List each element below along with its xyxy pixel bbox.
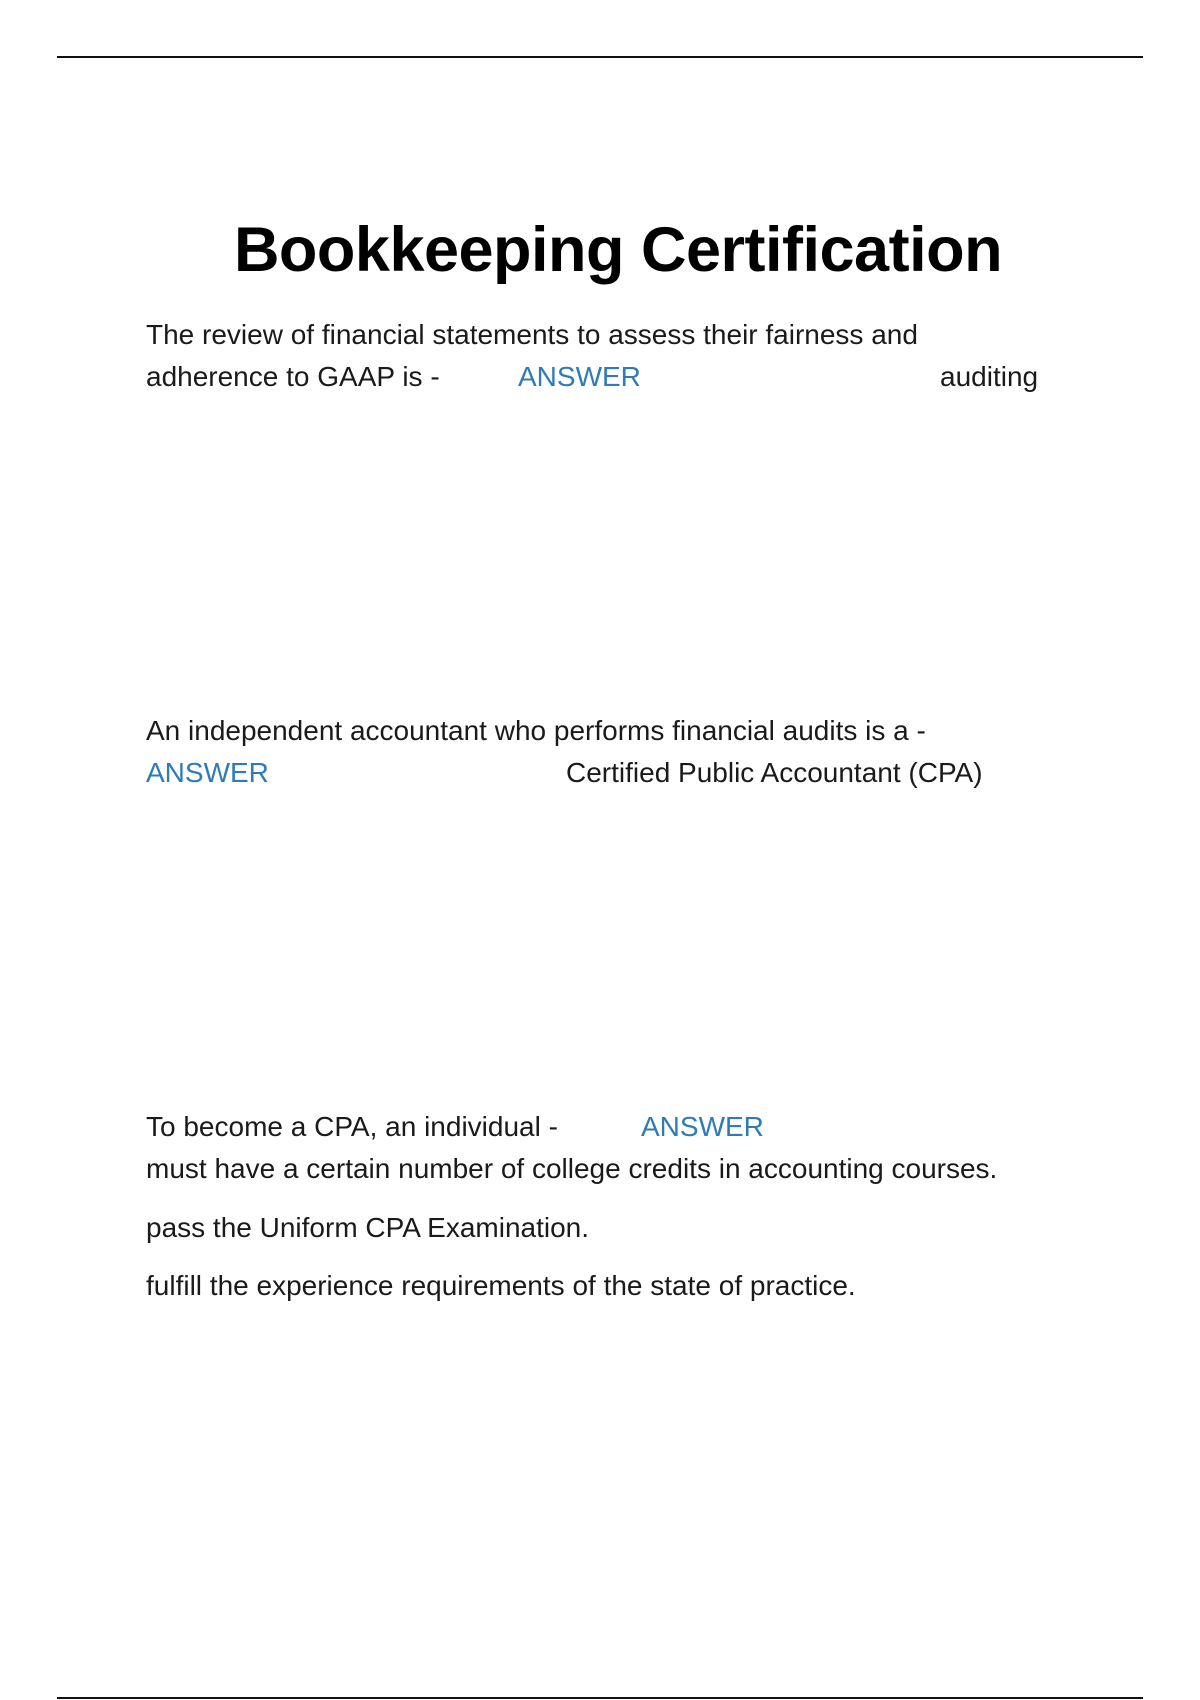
question-3-answer-item-3: fulfill the experience requirements of the state of practice. bbox=[146, 1270, 856, 1301]
question-1-answer-label: ANSWER bbox=[518, 361, 641, 392]
question-3-answer-item-2: pass the Uniform CPA Examination. bbox=[146, 1212, 590, 1243]
question-2-answer-label: ANSWER bbox=[146, 757, 269, 788]
question-2-line-1: An independent accountant who performs financial audits is a - bbox=[146, 715, 926, 746]
question-1-line-2: adherence to GAAP is - bbox=[146, 361, 440, 392]
question-3-line-1: To become a CPA, an individual - bbox=[146, 1111, 558, 1142]
question-2-answer: Certified Public Accountant (CPA) bbox=[566, 757, 983, 788]
question-3-answer-label: ANSWER bbox=[641, 1111, 764, 1142]
bottom-rule bbox=[57, 1697, 1143, 1699]
question-3-answer-item-1: must have a certain number of college credits in accounting courses. bbox=[146, 1153, 998, 1184]
document-title: Bookkeeping Certification bbox=[233, 215, 1003, 285]
top-rule bbox=[57, 56, 1143, 58]
question-1-answer: auditing bbox=[940, 361, 1039, 392]
question-1-line-1: The review of financial statements to assess their fairness and bbox=[146, 319, 918, 350]
